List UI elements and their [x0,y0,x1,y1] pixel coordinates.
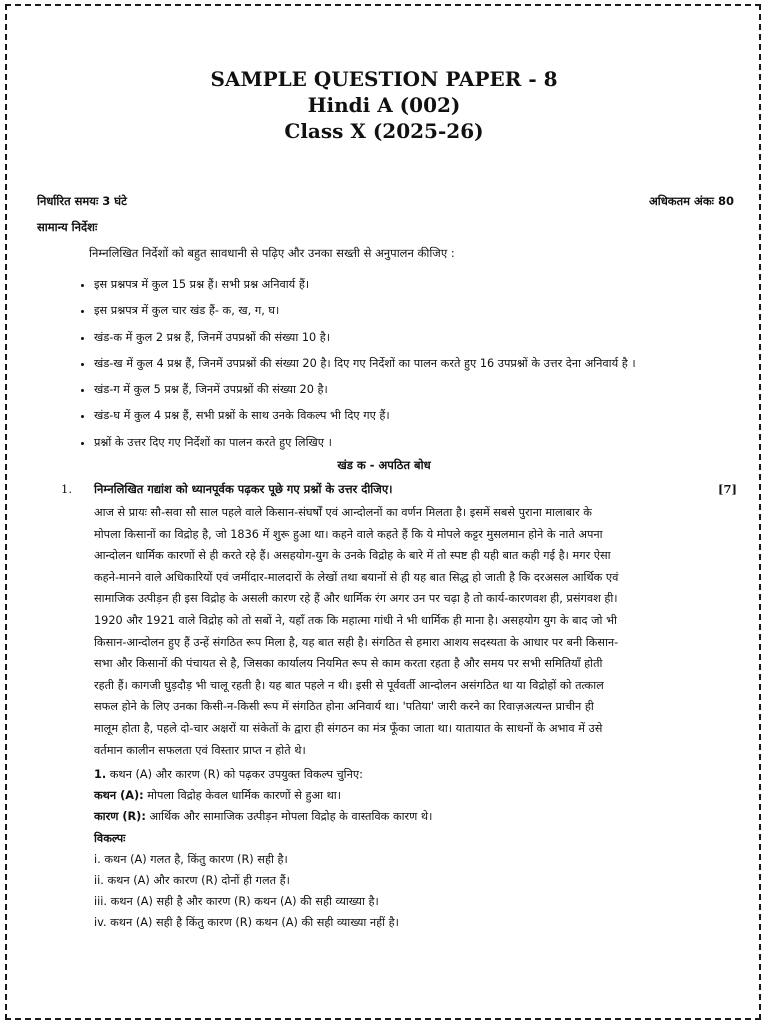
instruction-item: • इस प्रश्नपत्र में कुल चार खंड हैं- क, ख, ग, घ। [94,298,764,324]
options-heading: विकल्पः [94,831,126,845]
passage-line: 1920 और 1921 वाले विद्रोह को तो सबों ने, यहाँ तक कि महात्मा गांधी ने भी धार्मिक ही माना है। असहयोग युग के बाद जो भी [94,613,617,627]
passage-line: सफल होने के लिए उनका किसी-न-किसी रूप में संगठित होना अनिवार्य था। 'पतिया' जारी करने का रिवाज़अत्यन्त प्राचीन ही [94,700,594,714]
reason-label: कारण (R): [94,810,146,824]
passage-line: वर्तमान कालीन सफलता एवं विस्तार प्राप्त न होते थे। [94,743,306,757]
general-instructions-heading: सामान्य निर्देशः [37,220,98,234]
sub-question-1 [94,764,744,934]
options-label [94,828,744,849]
option-item: i. कथन (A) गलत है, किंतु कारण (R) सही है। [94,852,288,866]
section-title: खंड क - अपठित बोध [337,458,431,472]
max-marks: अधिकतम अंकः 80 [648,194,734,208]
passage-line: आज से प्रायः सौ-सवा सौ साल पहले वाले किसान-संघर्षों एवं आन्दोलनों का वर्णन मिलता है। इसमें सबसे पुराना मालाबार के [94,506,592,519]
instructions-list [74,272,764,456]
instruction-item: • खंड-ग में कुल 5 प्रश्न हैं, जिनमें उपप्रश्नों की संख्या 20 है। [94,377,764,403]
instruction-item: • प्रश्नों के उत्तर दिए गए निर्देशों का पालन करते हुए लिखिए । [94,430,764,456]
option-item: iii. कथन (A) सही है और कारण (R) कथन (A) की सही व्याख्या है। [94,895,379,909]
option-item: iv. कथन (A) सही है किंतु कारण (R) कथन (A) की सही व्याख्या नहीं है। [94,916,399,930]
option-item: ii. कथन (A) और कारण (R) दोनों ही गलत हैं। [94,873,290,887]
meta-row [37,194,734,209]
passage [94,502,744,761]
passage-line: किसान-आन्दोलन हुए हैं उन्हें संगठित रूप मिला है, यह बात सही है। संगठित से हमारा आशय सदस्यता के आधार पर बनी किसान- [94,635,619,649]
assertion-label: कथन (A): [94,789,144,803]
instruction-item: • इस प्रश्नपत्र में कुल 15 प्रश्न हैं। सभी प्रश्न अनिवार्य हैं। [94,272,764,298]
passage-line: कहने-मानने वाले अधिकारियों एवं जमींदार-मालदारों के लेखों तथा बयानों से ही यह बात सिद्ध हो जाती है कि दरअसल आर्थिक एवं [94,570,619,584]
assertion-line [94,785,744,806]
passage-line: आन्दोलन धार्मिक कारणों से ही करते रहे हैं। असहयोग-युग के उनके विद्रोह के बारे में तो स्पष्ट ही यही बात कही गई है। मगर ऐसा [94,549,611,563]
reason-text: आर्थिक और सामाजिक उत्पीड़न मोपला विद्रोह के वास्तविक कारण थे। [149,810,433,824]
passage-line: सभा और किसानों की पंचायत से है, जिसका कार्यालय नियमित रूप से काम करता रहता है और समय पर सभी समितियाँ होती [94,657,603,671]
paper-class: Class X (2025-26) [284,119,484,143]
reason-line [94,806,744,827]
question-marks: [7] [718,482,737,496]
sub-question-prompt [94,764,744,785]
question-heading: निम्नलिखित गद्यांश को ध्यानपूर्वक पढ़कर पूछे गए प्रश्नों के उत्तर दीजिए। [94,482,393,496]
sub-question-text: कथन (A) और कारण (R) को पढ़कर उपयुक्त विकल्प चुनिए: [109,768,363,781]
instruction-item: • खंड-घ में कुल 4 प्रश्न हैं, सभी प्रश्नों के साथ उनके विकल्प भी दिए गए हैं। [94,403,764,429]
time-allowed: निर्धारित समयः 3 घंटे [37,194,127,208]
instruction-item: • खंड-ख में कुल 4 प्रश्न हैं, जिनमें उपप्रश्नों की संख्या 20 है। दिए गए निर्देशों का पालन करते हुए 16 उपप्रश्नों के उत्तर देना अनिवार्य है । [94,351,764,377]
instructions-intro: निम्नलिखित निर्देशों को बहुत सावधानी से पढ़िए और उनका सख्ती से अनुपालन कीजिए : [89,246,455,260]
assertion-text: मोपला विद्रोह केवल धार्मिक कारणों से हुआ था। [147,789,342,803]
paper-header [0,66,768,144]
question-number: 1. [61,482,72,496]
sub-question-number: 1. [94,768,107,781]
instruction-item: • खंड-क में कुल 2 प्रश्न हैं, जिनमें उपप्रश्नों की संख्या 10 है। [94,325,764,351]
passage-line: सामाजिक उत्पीड़न ही इस विद्रोह के असली कारण रहे हैं और धार्मिक रंग अगर उन पर चढ़ा है तो कार्य-कारणवश ही, प्रसंगवश ही। [94,592,618,606]
passage-line: मोपला किसानों का विद्रोह है, जो 1836 में शुरू हुआ था। कहने वाले कहते हैं कि ये मोपले कट्टर मुसलमान होने के नाते अपना [94,527,603,541]
passage-line: मालूम होता है, पहले दो-चार अक्षरों या संकेतों के द्वारा ही संगठन का मंत्र फूँका जाता था। यातायात के साधनों के अभाव में उसे [94,721,603,735]
passage-line: रहती हैं। कागजी घुड़दौड़ भी चालू रहती है। यह बात पहले न थी। इसी से पूर्ववर्ती आन्दोलन असंगठित था या विद्रोहों को तत्काल [94,678,604,692]
paper-title: SAMPLE QUESTION PAPER - 8 [210,67,558,91]
paper-subject: Hindi A (002) [307,93,461,117]
